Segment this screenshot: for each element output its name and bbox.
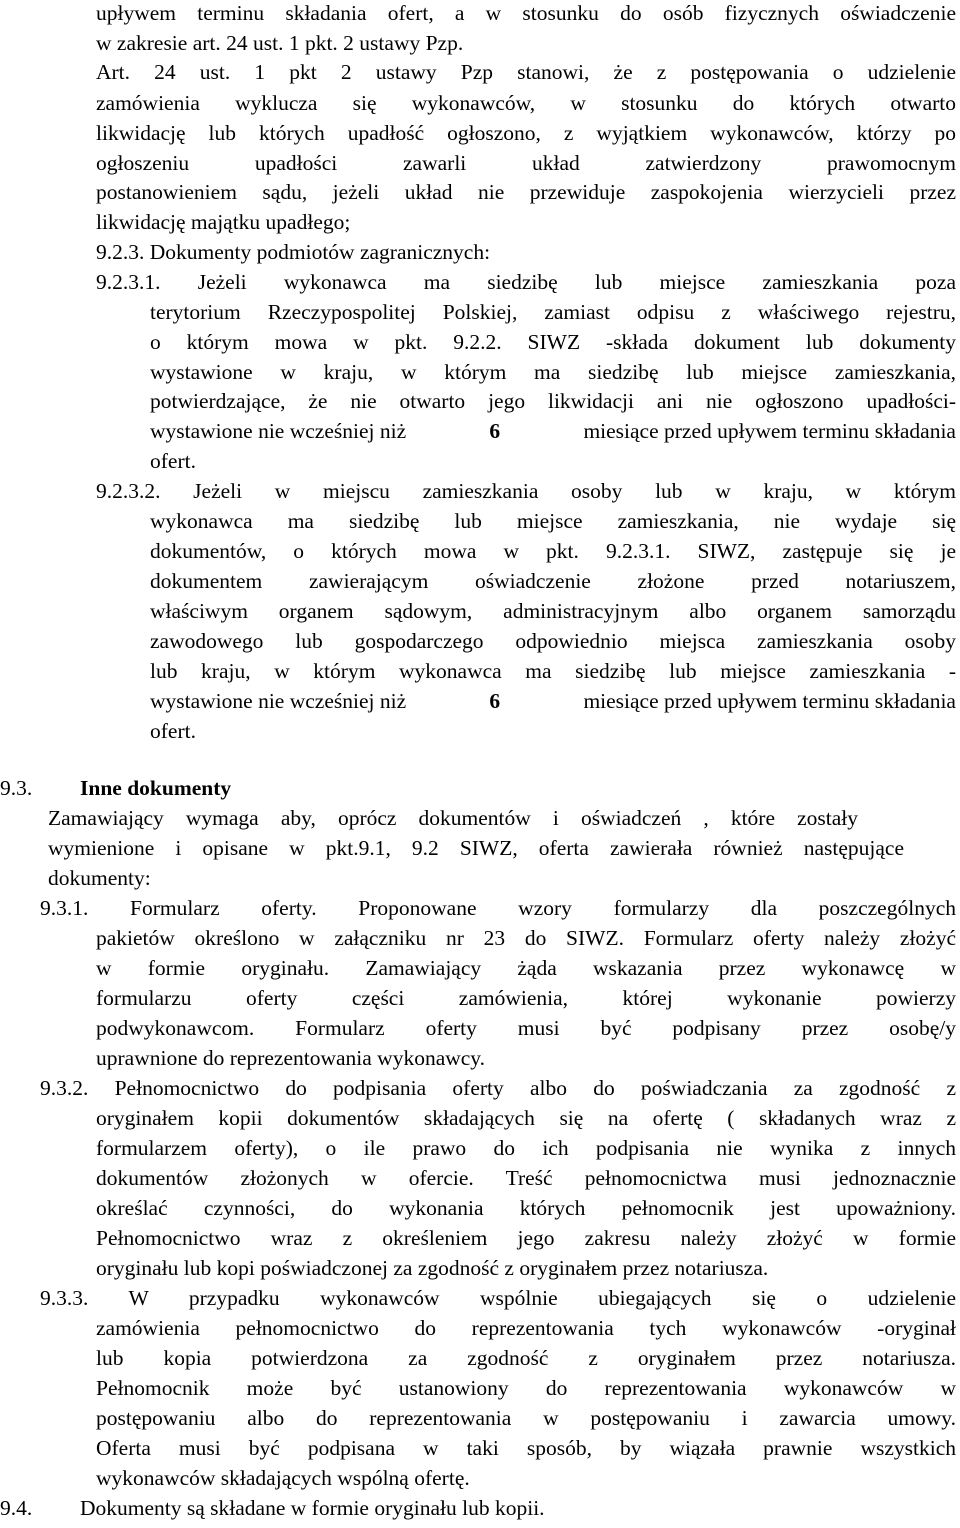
text-line: Oferta musi być podpisana w taki sposób, by wiązała prawnie wszystkich [96,1436,956,1460]
text-line: ofert. [150,719,196,743]
text-line: o którym mowa w pkt. 9.2.2. SIWZ -składa dokument lub dokumenty [150,330,956,354]
text-segment: miesiące przed upływem terminu składania [583,419,956,443]
text-line: w zakresie art. 24 ust. 1 pkt. 2 ustawy Pzp. [96,31,464,55]
section-heading-9-2-3: 9.2.3. Dokumenty podmiotów zagranicznych: [96,240,491,264]
text-line: zawodowego lub gospodarczego odpowiednio miejsca zamieszkania osoby [150,629,956,653]
text-line: 9.3.3. W przypadku wykonawców wspólnie ubiegających się o udzielenie [40,1286,956,1310]
text-line: oryginałem kopii dokumentów składających się na ofertę ( składanych wraz z [96,1106,956,1130]
text-line: właściwym organem sądowym, administracyjnym albo organem samorządu [150,599,956,623]
text-line: podwykonawcom. Formularz oferty musi być podpisany przez osobę/y [96,1016,956,1040]
text-segment: wystawione nie wcześniej niż [150,689,407,713]
text-line: dokumenty: [48,866,151,890]
text-line: zamówienia pełnomocnictwo do reprezentowania tych wykonawców -oryginał [96,1316,956,1340]
text-segment: miesiące przed upływem terminu składania [583,689,956,713]
text-line: uprawnione do reprezentowania wykonawcy. [96,1046,486,1070]
text-line: 9.3.1. Formularz oferty. Proponowane wzory formularzy dla poszczególnych [40,896,956,920]
text-line: 9.2.3.1. Jeżeli wykonawca ma siedzibę lub miejsce zamieszkania poza [96,270,956,294]
text-line: dokumentem zawierającym oświadczenie złożone przed notariuszem, [150,569,956,593]
text-line: 9.2.3.2. Jeżeli w miejscu zamieszkania osoby lub w kraju, w którym [96,479,956,503]
text-line: Art. 24 ust. 1 pkt 2 ustawy Pzp stanowi, że z postępowania o udzielenie [96,60,956,84]
text-line: Zamawiający wymaga aby, oprócz dokumentów i oświadczeń , które zostały [48,806,858,830]
text-line: wykonawców składających wspólną ofertę. [96,1466,470,1490]
text-line: Dokumenty są składane w formie oryginału lub kopii. [80,1496,545,1520]
text-line: określać czynności, do wykonania których pełnomocnik jest upoważniony. [96,1196,956,1220]
text-segment: wystawione nie wcześniej niż [150,419,407,443]
text-line: ofert. [150,449,196,473]
text-line: likwidację lub których upadłość ogłoszono, z wyjątkiem wykonawców, którzy po [96,121,956,145]
text-line: ogłoszeniu upadłości zawarli układ zatwierdzony prawomocnym [96,151,956,175]
text-line: formularzu oferty części zamówienia, której wykonanie powierzy [96,986,956,1010]
text-line: postępowaniu albo do reprezentowania w postępowaniu i zawarcia umowy. [96,1406,956,1430]
text-line: upływem terminu składania ofert, a w stosunku do osób fizycznych oświadczenie [96,1,956,25]
text-line: w formie oryginału. Zamawiający żąda wskazania przez wykonawcę w [96,956,956,980]
text-line: wykonawca ma siedzibę lub miejsce zamieszkania, nie wydaje się [150,509,956,533]
text-line: 9.3.2. Pełnomocnictwo do podpisania oferty albo do poświadczania za zgodność z [40,1076,956,1100]
text-line: potwierdzające, że nie otwarto jego likwidacji ani nie ogłoszono upadłości- [150,389,956,413]
emphasis-number: 6 [489,689,501,713]
section-heading-9-3: Inne dokumenty [80,776,232,800]
text-line: lub kraju, w którym wykonawca ma siedzibę lub miejsce zamieszkania - [150,659,956,683]
text-line: oryginału lub kopi poświadczonej za zgodność z oryginałem przez notariusza. [96,1256,769,1280]
text-line: formularzem oferty), o ile prawo do ich podpisania nie wynika z innych [96,1136,956,1160]
emphasis-number: 6 [489,419,501,443]
text-line: postanowieniem sądu, jeżeli układ nie przewiduje zaspokojenia wierzycieli przez [96,180,956,204]
text-line: pakietów określono w załączniku nr 23 do SIWZ. Formularz oferty należy złożyć [96,926,956,950]
section-number-9-4: 9.4. [0,1496,33,1520]
text-line: wystawione w kraju, w którym ma siedzibę lub miejsce zamieszkania, [150,360,956,384]
section-number-9-3: 9.3. [0,776,33,800]
text-line: terytorium Rzeczypospolitej Polskiej, zamiast odpisu z właściwego rejestru, [150,300,956,324]
text-line: Pełnomocnictwo wraz z określeniem jego zakresu należy złożyć w formie [96,1226,956,1250]
text-line: dokumentów złożonych w ofercie. Treść pełnomocnictwa musi jednoznacznie [96,1166,956,1190]
text-line: zamówienia wyklucza się wykonawców, w stosunku do których otwarto [96,91,956,115]
text-line: lub kopia potwierdzona za zgodność z oryginałem przez notariusza. [96,1346,956,1370]
text-line: likwidację majątku upadłego; [96,210,351,234]
text-line: dokumentów, o których mowa w pkt. 9.2.3.1. SIWZ, zastępuje się je [150,539,956,563]
text-line [150,416,956,446]
text-line: wymienione i opisane w pkt.9.1, 9.2 SIWZ, oferta zawierała również następujące [48,836,904,860]
text-line: Pełnomocnik może być ustanowiony do reprezentowania wykonawców w [96,1376,956,1400]
text-line [150,686,956,716]
